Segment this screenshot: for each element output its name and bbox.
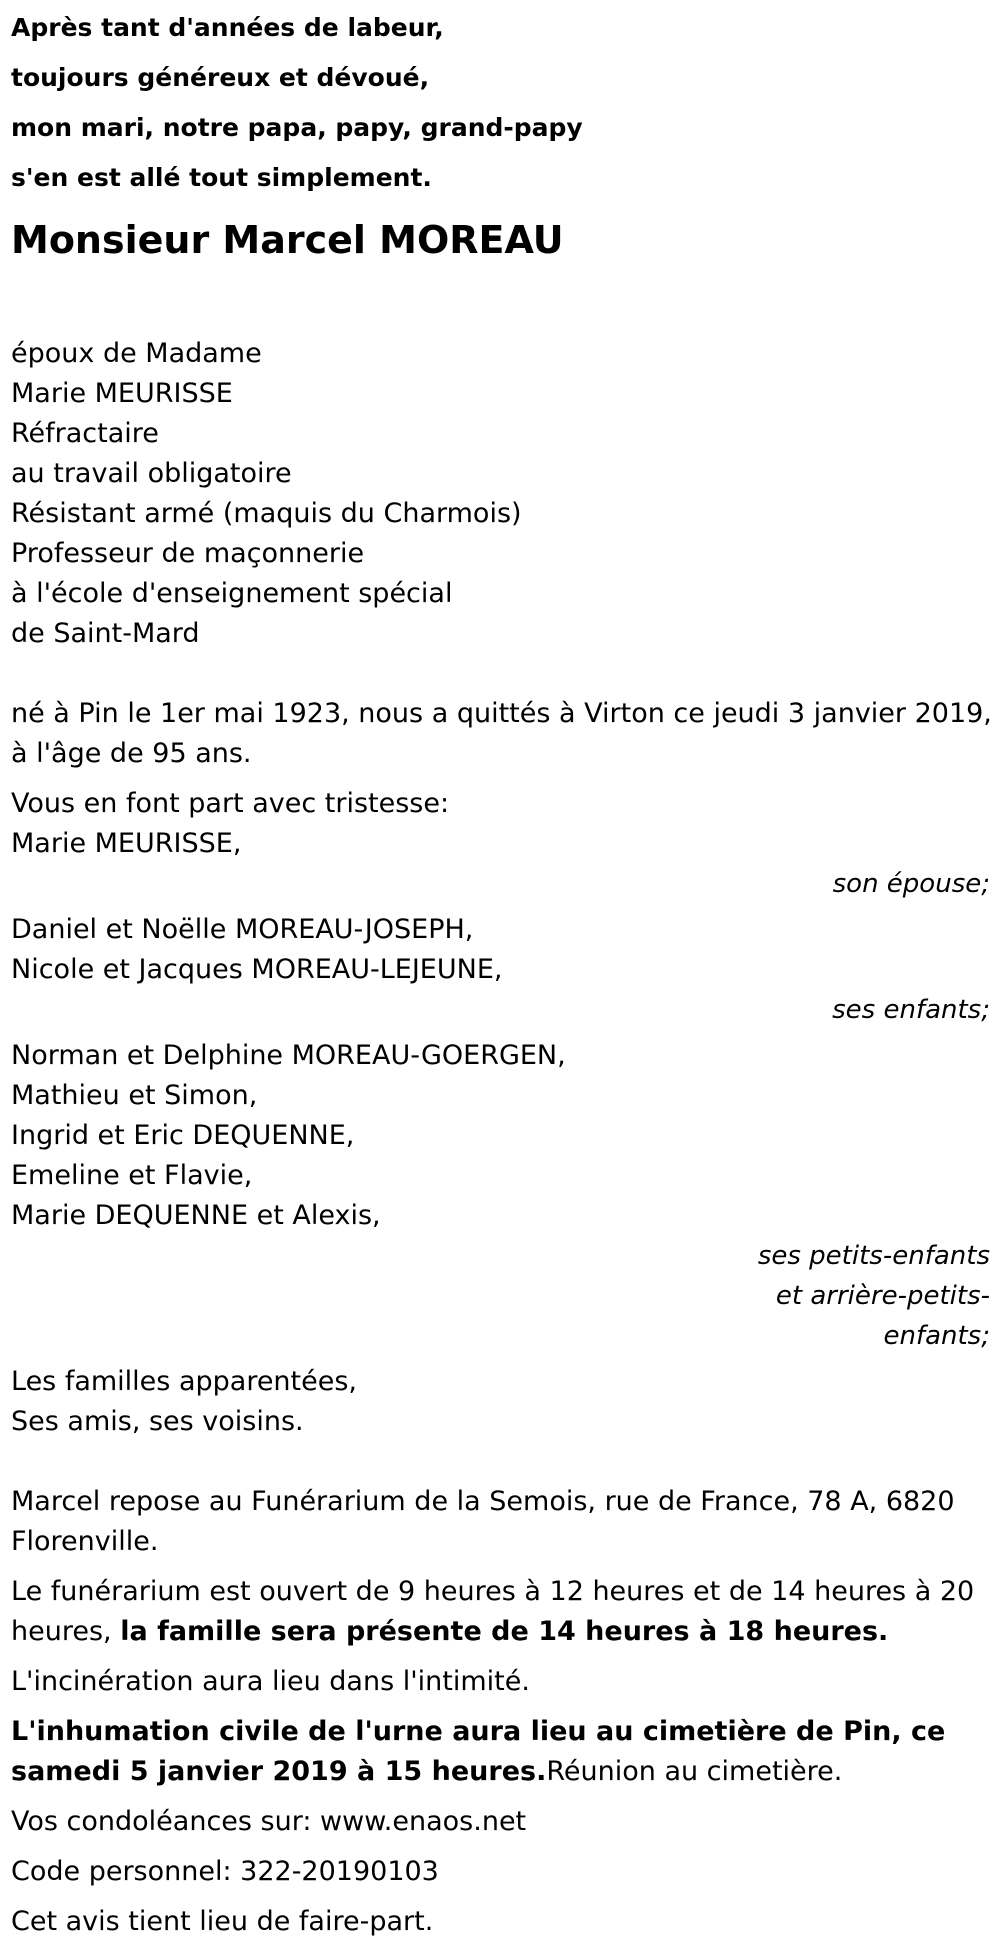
announcement: Vous en font part avec tristesse: [11, 788, 450, 819]
family-name: Les familles apparentées, [11, 1366, 358, 1397]
relation-line: et arrière-petits- [775, 1281, 990, 1311]
birth-death-text: né à Pin le 1er mai 1923, nous a quittés à Virton ce jeudi 3 janvier 2019, à l'âge de 95 ans. [11, 698, 992, 769]
family-name: Ses amis, ses voisins. [11, 1406, 304, 1437]
bio-line: Réfractaire [11, 418, 159, 449]
children-block [11, 910, 1000, 990]
hours-text: Le funérarium est ouvert de 9 heures à 12 heures et de 14 heures à 20 heures, [11, 1576, 975, 1647]
intro-line: s'en est allé tout simplement. [11, 163, 432, 192]
others-block [11, 1362, 1000, 1442]
biography [11, 334, 1000, 654]
family-name: Emeline et Flavie, [11, 1160, 253, 1191]
bio-line: Résistant armé (maquis du Charmois) [11, 498, 522, 529]
bio-line: à l'école d'enseignement spécial [11, 578, 453, 609]
bio-line: de Saint-Mard [11, 618, 200, 649]
incineration-text: L'incinération aura lieu dans l'intimité. [11, 1666, 530, 1697]
visiting-hours [11, 1572, 1000, 1652]
family-name: Marie DEQUENNE et Alexis, [11, 1200, 381, 1231]
bio-line: époux de Madame [11, 338, 262, 369]
spouse-block [11, 824, 1000, 864]
intro-line: Après tant d'années de labeur, [11, 13, 444, 42]
relation-line: ses petits-enfants [757, 1241, 990, 1271]
children-relation: ses enfants; [832, 995, 990, 1025]
family-name: Daniel et Noëlle MOREAU-JOSEPH, [11, 914, 474, 945]
spouse-relation: son épouse; [832, 869, 990, 899]
intro-poem [11, 0, 1000, 203]
family-name: Norman et Delphine MOREAU-GOERGEN, [11, 1040, 566, 1071]
personal-code: Code personnel: 322-20190103 [11, 1856, 439, 1887]
relation-line: enfants; [883, 1321, 990, 1351]
family-name: Mathieu et Simon, [11, 1080, 258, 1111]
rest-place: Marcel repose au Funérarium de la Semois, rue de France, 78 A, 6820 Florenville. [11, 1486, 955, 1557]
inhumation-info [11, 1712, 1000, 1792]
family-presence: la famille sera présente de 14 heures à 18 heures. [120, 1616, 889, 1647]
inhumation-text: Réunion au cimetière. [546, 1756, 843, 1787]
family-name: Marie MEURISSE, [11, 828, 242, 859]
condolences-text: Vos condoléances sur: www.enaos.net [11, 1806, 527, 1837]
bio-line: Marie MEURISSE [11, 378, 233, 409]
deceased-name: Monsieur Marcel MOREAU [11, 218, 564, 262]
family-name: Nicole et Jacques MOREAU-LEJEUNE, [11, 954, 503, 985]
notice-text: Cet avis tient lieu de faire-part. [11, 1906, 434, 1937]
inhumation-bold: L'inhumation civile de l'urne aura lieu au cimetière de Pin, ce samedi 5 janvier 2019 à 15 heures. [11, 1716, 946, 1787]
intro-line: toujours généreux et dévoué, [11, 63, 430, 92]
bio-line: Professeur de maçonnerie [11, 538, 365, 569]
family-name: Ingrid et Eric DEQUENNE, [11, 1120, 355, 1151]
grandchildren-relation [11, 1236, 1000, 1356]
grandchildren-block [11, 1036, 1000, 1236]
intro-line: mon mari, notre papa, papy, grand-papy [11, 113, 583, 142]
bio-line: au travail obligatoire [11, 458, 292, 489]
